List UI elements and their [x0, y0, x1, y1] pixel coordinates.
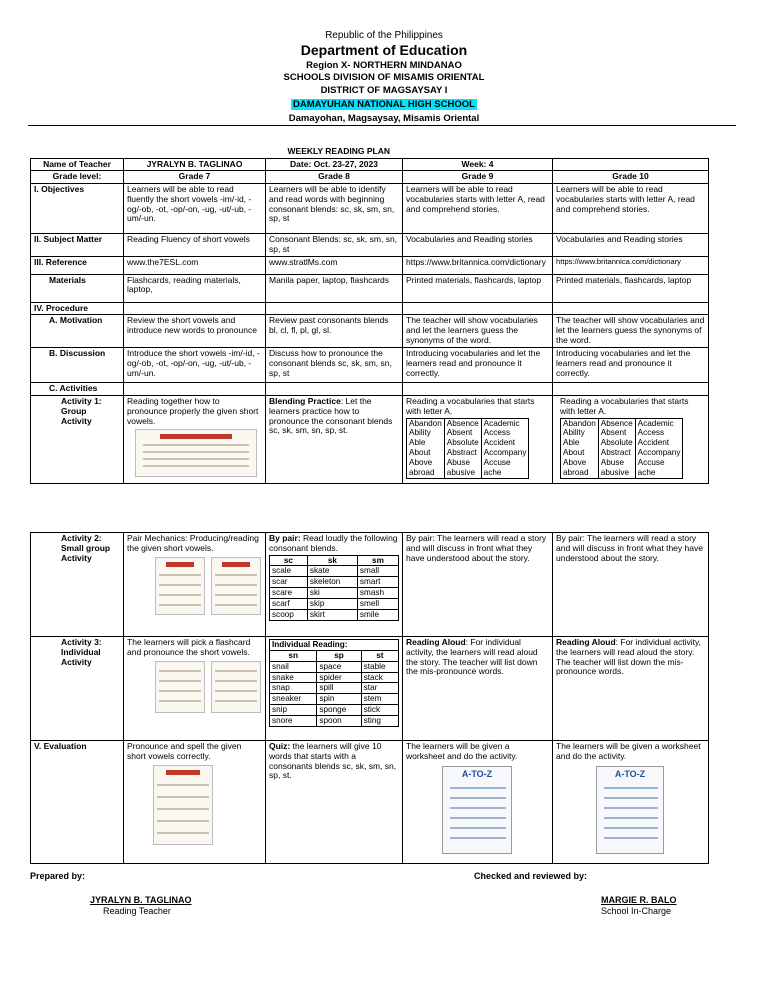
division-line: SCHOOLS DIVISION OF MISAMIS ORIENTAL — [283, 72, 485, 83]
chart-line — [143, 451, 249, 453]
chart-line — [143, 458, 249, 460]
evaluation-g8 — [266, 741, 403, 864]
date-cell: Date: Oct. 23-27, 2023 — [266, 158, 403, 171]
individual-reading-head-cell: sp — [317, 650, 361, 661]
card-line — [215, 700, 257, 702]
objectives-g8: Learners will be able to identify and read words with beginning consonant blends: sc, sk, sm, sn, sp, st — [266, 184, 403, 234]
blank-cell — [124, 302, 266, 315]
evaluation-row — [31, 741, 709, 864]
discussion-row — [31, 348, 709, 383]
card-header-bar — [166, 562, 195, 567]
subject-row — [31, 234, 709, 257]
individual-reading-cell: spider — [317, 672, 361, 683]
reading-plan-table-page1 — [30, 146, 709, 484]
individual-reading-cell: sting — [361, 715, 398, 726]
blank-cell — [266, 383, 403, 396]
plan-title: WEEKLY READING PLAN — [287, 146, 390, 156]
evaluation-g8-bold: Quiz: — [269, 741, 291, 751]
card-line — [215, 574, 257, 576]
individual-reading-head-cell: sn — [270, 650, 317, 661]
grade-9-header: Grade 9 — [403, 171, 553, 184]
reviewer-name: MARGIE R. BALO — [601, 895, 677, 905]
vocab-g9-cell: Above — [407, 458, 445, 468]
blend-row — [270, 609, 399, 620]
activity3-g8 — [266, 637, 403, 741]
activity1-g8-text: : Let the learners practice how to pronounce the consonant blends sc, sk, sm, sn, sp, st. — [269, 396, 393, 436]
individual-reading-cell: stem — [361, 694, 398, 705]
activity3-row — [31, 637, 709, 741]
activity2-g7 — [124, 533, 266, 637]
objectives-row — [31, 184, 709, 234]
activity3-label-line1: Activity 3: — [61, 637, 102, 647]
vocab-g9-cell: Ability — [407, 428, 445, 438]
republic-line: Republic of the Philippines — [325, 30, 443, 41]
objectives-g9: Learners will be able to read vocabularies starts with letter A, read and comprehend stories. — [403, 184, 553, 234]
individual-reading-head-cell: st — [361, 650, 398, 661]
blend-cell: scoop — [270, 609, 308, 620]
vocab-g9-cell: Absence — [444, 418, 481, 428]
chart-line — [157, 784, 208, 786]
individual-reading-cell: snore — [270, 715, 317, 726]
blank-cell — [266, 302, 403, 315]
vocab-g10-cell: Abstract — [598, 448, 635, 458]
vocab-g10-cell: Ability — [561, 428, 599, 438]
activity2-g8-text — [269, 534, 399, 554]
individual-reading-cell: star — [361, 683, 398, 694]
activity1-label — [31, 396, 124, 484]
card-line — [159, 680, 201, 682]
card-line — [159, 604, 201, 606]
vocab-table-g9 — [406, 418, 529, 479]
discussion-g7: Introduce the short vowels -im/-id, -og/-ob, -ot, -op/-on, -ug, -ut/-ub, -um/-un. — [124, 348, 266, 383]
individual-reading-title: Individual Reading: — [270, 640, 399, 651]
vocab-g9-cell: ache — [483, 467, 502, 477]
worksheet-line — [450, 837, 506, 839]
short-vowel-chart-image — [135, 429, 257, 477]
vocab-g10-cell: Absolute — [598, 438, 635, 448]
vocab-g9-cell: Able — [407, 438, 445, 448]
reference-row — [31, 256, 709, 274]
subject-g9: Vocabularies and Reading stories — [403, 234, 553, 257]
vocab-g9-cell: abusive — [444, 468, 481, 478]
materials-g10: Printed materials, flashcards, laptop — [553, 274, 709, 302]
activity2-g9: By pair: The learners will read a story and will discuss in front what they have understood about the story. — [403, 533, 553, 637]
card-line — [215, 594, 257, 596]
card-line — [159, 584, 201, 586]
vocab-g9-row — [407, 468, 529, 478]
vocab-g9-cell: Academic — [483, 418, 520, 428]
individual-reading-head-row — [270, 650, 399, 661]
activity1-label-line2: Group — [61, 405, 87, 416]
vocab-g9-row — [407, 448, 529, 458]
vocab-g10-cell: Accident — [637, 438, 670, 448]
blend-cell: smell — [357, 598, 398, 609]
vocab-g9-cell: Accompany — [483, 448, 527, 458]
school-name-highlight: DAMAYUHAN NATIONAL HIGH SCHOOL — [293, 99, 475, 110]
vocab-g10-cell: Abuse — [598, 458, 635, 468]
individual-reading-row — [270, 694, 399, 705]
worksheet-line — [450, 817, 506, 819]
vocab-table-g10 — [560, 418, 683, 479]
individual-reading-row — [270, 672, 399, 683]
vocab-g10-cell: Absent — [598, 428, 635, 438]
evaluation-g10 — [553, 741, 709, 864]
table-row — [31, 146, 709, 158]
worksheet-line — [604, 797, 658, 799]
activities-label: C. Activities — [31, 383, 124, 396]
blank-cell — [403, 383, 553, 396]
individual-reading-title-row — [270, 640, 399, 651]
vocab-g9-cell: Access — [483, 428, 511, 438]
blend-cell: ski — [307, 588, 357, 599]
blend-head-cell: sk — [307, 555, 357, 566]
teacher-name: JYRALYN B. TAGLINAO — [124, 158, 266, 171]
vocab-g9-cell: Absent — [444, 428, 481, 438]
blank-cell — [31, 146, 124, 158]
chart-line — [143, 465, 249, 467]
worksheet-line — [604, 787, 658, 789]
activity2-row — [31, 533, 709, 637]
blank-cell — [403, 302, 553, 315]
individual-reading-row — [270, 661, 399, 672]
card-line — [215, 584, 257, 586]
activity3-g10-text: : For individual activity, the learners will read aloud the story. The teacher will list down the mis-pronounce words. — [556, 637, 702, 677]
blend-head-cell: sm — [357, 555, 398, 566]
individual-reading-table — [269, 639, 399, 727]
subject-g10: Vocabularies and Reading stories — [553, 234, 709, 257]
a-to-z-worksheet-image — [442, 766, 512, 854]
reference-g10[interactable]: https://www.britannica.com/dictionary — [553, 256, 709, 274]
materials-g8: Manila paper, laptop, flashcards — [266, 274, 403, 302]
vocab-g10-cell: About — [561, 448, 599, 458]
motivation-g8: Review past consonants blends bl, cl, fl, pl, gl, sl. — [266, 315, 403, 348]
vocab-g9-cell: Abstract — [444, 448, 481, 458]
activity2-label — [31, 533, 124, 637]
evaluation-label: V. Evaluation — [31, 741, 124, 864]
individual-reading-cell: sponge — [317, 705, 361, 716]
vocab-g9-cell: Abuse — [444, 458, 481, 468]
vocab-g9-cell: About — [407, 448, 445, 458]
blend-row — [270, 588, 399, 599]
chart-line — [157, 820, 208, 822]
activity2-g8-bold: By pair: — [269, 533, 301, 543]
discussion-g10: Introducing vocabularies and let the learners read and pronounce it correctly. — [553, 348, 709, 383]
activity1-g7-text: Reading together how to pronounce properly the given short vowels. — [127, 396, 259, 426]
discussion-label: B. Discussion — [31, 348, 124, 383]
subject-g8: Consonant Blends: sc, sk, sm, sn, sp, st — [266, 234, 403, 257]
activity3-g7 — [124, 637, 266, 741]
evaluation-g10-text: The learners will be given a worksheet and do the activity. — [556, 741, 701, 761]
vocab-g10-cell: Absence — [598, 418, 635, 428]
motivation-label: A. Motivation — [31, 315, 124, 348]
activity1-g7 — [124, 396, 266, 484]
activity3-g9-bold: Reading Aloud — [406, 637, 466, 647]
blank-cell — [124, 146, 266, 158]
blend-row — [270, 566, 399, 577]
district-line: DISTRICT OF MAGSAYSAY I — [320, 85, 448, 96]
flashcard-images — [155, 658, 262, 713]
vowel-flashcard-image — [155, 661, 205, 713]
vocab-g9-cell: Accuse — [483, 458, 511, 467]
header-divider — [28, 125, 736, 126]
blend-cell: small — [357, 566, 398, 577]
preparer-name: JYRALYN B. TAGLINAO — [90, 895, 192, 905]
evaluation-g7 — [124, 741, 266, 864]
worksheet-line — [450, 797, 506, 799]
procedure-row — [31, 302, 709, 315]
grade-level-label: Grade level: — [31, 171, 124, 184]
reference-g8[interactable]: www.stratlMs.com — [266, 256, 403, 274]
vowel-flashcard-image — [211, 661, 261, 713]
activity1-g9-text: Reading a vocabularies that starts with letter A. — [406, 396, 535, 416]
individual-reading-cell: spill — [317, 683, 361, 694]
blend-cell: scare — [270, 588, 308, 599]
evaluation-g7-text: Pronounce and spell the given short vowels correctly. — [127, 741, 242, 761]
activity3-g7-text: The learners will pick a flashcard and pronounce the short vowels. — [127, 637, 251, 657]
evaluation-g9-text: The learners will be given a worksheet and do the activity. — [406, 741, 518, 761]
blends-table-sc-sk-sm — [269, 555, 399, 621]
motivation-row — [31, 315, 709, 348]
individual-reading-cell: snail — [270, 661, 317, 672]
activity3-label — [31, 637, 124, 741]
activity1-label-line3: Activity — [61, 415, 92, 426]
prepared-by-label: Prepared by: — [30, 871, 86, 881]
procedure-label: IV. Procedure — [31, 302, 124, 315]
evaluation-g9 — [403, 741, 553, 864]
activity2-g8-rest: Read loudly the following consonant blends. — [269, 533, 398, 553]
a-to-z-worksheet-image — [596, 766, 664, 854]
discussion-g9: Introducing vocabularies and let the learners read and pronounce it correctly. — [403, 348, 553, 383]
school-name — [0, 99, 768, 110]
individual-reading-cell: spoon — [317, 715, 361, 726]
blend-row — [270, 598, 399, 609]
individual-reading-row — [270, 683, 399, 694]
table-row — [31, 158, 709, 171]
school-address: Damayohan, Magsaysay, Misamis Oriental — [288, 113, 480, 124]
blend-cell: scar — [270, 577, 308, 588]
region-line: Region X- NORTHERN MINDANAO — [306, 60, 462, 71]
name-label: Name of Teacher — [31, 158, 124, 171]
blend-cell: scarf — [270, 598, 308, 609]
vocab-g10-cell: Abandon — [561, 418, 599, 428]
reading-plan-table-page2 — [30, 532, 709, 864]
grade-7-header: Grade 7 — [124, 171, 266, 184]
table-row — [31, 171, 709, 184]
activity2-g10: By pair: The learners will read a story and will discuss in front what they have understood about the story. — [553, 533, 709, 637]
vocab-g9-row — [407, 438, 529, 448]
checked-by-label: Checked and reviewed by: — [474, 871, 588, 881]
vocab-g10-row — [561, 458, 683, 468]
activity1-label-line1: Activity 1: — [61, 396, 102, 407]
activity3-g9-text: : For individual activity, the learners will read aloud the story. The teacher will list down the mis-pronounce words. — [406, 637, 538, 677]
objectives-g7: Learners will be able to read fluently the short vowels -im/-id, -og/-ob, -ot, -op/-on, -ug, -ut/-ub, -um/-un. — [124, 184, 266, 234]
evaluation-g8-text: the learners will give 10 words that starts with a consonants blends sc, sk, sm, sn, sp, st. — [269, 741, 397, 781]
vowel-flashcard-image — [211, 557, 261, 615]
blank-cell — [553, 302, 709, 315]
blank-cell — [553, 158, 709, 171]
materials-g9: Printed materials, flashcards, laptop — [403, 274, 553, 302]
vocab-g10-cell: abusive — [598, 468, 635, 478]
week-cell: Week: 4 — [403, 158, 553, 171]
vocab-g10-row — [561, 448, 683, 458]
worksheet-line — [604, 817, 658, 819]
materials-label: Materials — [31, 274, 124, 302]
reference-g9[interactable]: https://www.britannica.com/dictionary — [403, 256, 553, 274]
materials-g7: Flashcards, reading materials, laptop, — [124, 274, 266, 302]
activity2-g8 — [266, 533, 403, 637]
objectives-label: I. Objectives — [31, 184, 124, 234]
activity3-g9 — [403, 637, 553, 741]
card-line — [159, 700, 201, 702]
vocab-g10-row — [561, 418, 683, 428]
individual-reading-cell: snap — [270, 683, 317, 694]
blank-cell — [124, 383, 266, 396]
grade-10-header: Grade 10 — [553, 171, 709, 184]
vocab-g10-cell: Above — [561, 458, 599, 468]
flashcard-images — [155, 554, 262, 615]
individual-reading-row — [270, 705, 399, 716]
vocab-g9-row — [407, 428, 529, 438]
subject-label: II. Subject Matter — [31, 234, 124, 257]
preparer-title: Reading Teacher — [103, 906, 171, 916]
blend-cell: skirt — [307, 609, 357, 620]
materials-row — [31, 274, 709, 302]
individual-reading-cell: snake — [270, 672, 317, 683]
activity3-g10-bold: Reading Aloud — [556, 637, 616, 647]
vocab-g10-row — [561, 438, 683, 448]
worksheet-title: A-TO-Z — [461, 768, 493, 779]
vocab-g10-cell: Accompany — [637, 448, 681, 458]
activity2-g7-text: Pair Mechanics: Producing/reading the given short vowels. — [127, 533, 259, 553]
worksheet-line — [604, 807, 658, 809]
objectives-g10: Learners will be able to read vocabularies starts with letter A, read and comprehend stories. — [553, 184, 709, 234]
subject-g7: Reading Fluency of short vowels — [124, 234, 266, 257]
vocab-g10-cell: abroad — [561, 468, 599, 478]
motivation-g9: The teacher will show vocabularies and let the learners guess the synonyms of the word. — [403, 315, 553, 348]
chart-header-bar — [166, 770, 201, 775]
reference-g7[interactable]: www.the7ESL.com — [124, 256, 266, 274]
individual-reading-cell: space — [317, 661, 361, 672]
vocab-g10-cell: Accuse — [637, 458, 665, 467]
chart-line — [157, 796, 208, 798]
chart-header-bar — [160, 434, 232, 439]
activity2-label-line2: Small group — [61, 542, 111, 553]
activity2-label-line1: Activity 2: — [61, 533, 102, 543]
individual-reading-row — [270, 715, 399, 726]
card-line — [215, 680, 257, 682]
chart-line — [157, 808, 208, 810]
activity1-g9 — [403, 396, 553, 484]
activity1-g8-bold: Blending Practice — [269, 396, 341, 407]
grade-8-header: Grade 8 — [266, 171, 403, 184]
activities-row — [31, 383, 709, 396]
discussion-g8: Discuss how to pronounce the consonant blends sc, sk, sm, sn, sp, st — [266, 348, 403, 383]
activity3-label-line2: Individual — [61, 646, 101, 657]
activity1-g8 — [266, 396, 403, 484]
vocab-g9-cell: Abandon — [407, 418, 445, 428]
individual-reading-cell: sneaker — [270, 694, 317, 705]
card-line — [215, 604, 257, 606]
blend-cell: smart — [357, 577, 398, 588]
activity1-row — [31, 396, 709, 484]
vocab-g10-cell: Able — [561, 438, 599, 448]
vocab-g9-cell: abroad — [407, 468, 445, 478]
worksheet-title: A-TO-Z — [614, 768, 646, 779]
ut-ub-chart-image — [153, 765, 213, 845]
blank-cell — [553, 383, 709, 396]
blend-row — [270, 577, 399, 588]
individual-reading-cell: stick — [361, 705, 398, 716]
activity1-g10-text: Reading a vocabularies that starts with letter A. — [560, 396, 689, 416]
individual-reading-cell: stable — [361, 661, 398, 672]
card-line — [215, 690, 257, 692]
card-line — [159, 594, 201, 596]
reference-label: III. Reference — [31, 256, 124, 274]
individual-reading-cell: spin — [317, 694, 361, 705]
vocab-g10-cell: Academic — [637, 418, 674, 428]
vocab-g10-cell: Access — [637, 428, 665, 438]
activity3-g10 — [553, 637, 709, 741]
chart-line — [143, 444, 249, 446]
individual-reading-cell: snip — [270, 705, 317, 716]
worksheet-line — [450, 787, 506, 789]
worksheet-line — [604, 837, 658, 839]
vowel-flashcard-image — [155, 557, 205, 615]
card-line — [215, 670, 257, 672]
motivation-g10: The teacher will show vocabularies and let the learners guess the synonyms of the word. — [553, 315, 709, 348]
vocab-g10-cell: ache — [637, 467, 656, 477]
vocab-g9-row — [407, 458, 529, 468]
card-line — [159, 574, 201, 576]
blend-head-row — [270, 555, 399, 566]
activity2-label-line3: Activity — [61, 552, 92, 563]
worksheet-line — [604, 827, 658, 829]
blend-cell: skeleton — [307, 577, 357, 588]
vocab-g9-row — [407, 418, 529, 428]
card-header-bar — [222, 562, 251, 567]
department-title: Department of Education — [300, 42, 468, 58]
card-line — [159, 690, 201, 692]
vocab-g9-cell: Absolute — [444, 438, 481, 448]
blend-head-cell: sc — [270, 555, 308, 566]
blend-cell: skate — [307, 566, 357, 577]
blend-cell: smile — [357, 609, 398, 620]
reviewer-title: School In-Charge — [601, 906, 672, 916]
chart-line — [157, 832, 208, 834]
vocab-g9-cell: Accident — [483, 438, 516, 448]
card-line — [159, 670, 201, 672]
vocab-g10-row — [561, 428, 683, 438]
vocab-g10-row — [561, 468, 683, 478]
worksheet-line — [450, 807, 506, 809]
blend-cell: scale — [270, 566, 308, 577]
worksheet-line — [450, 827, 506, 829]
blend-cell: smash — [357, 588, 398, 599]
blend-cell: skip — [307, 598, 357, 609]
activity3-label-line3: Activity — [61, 656, 92, 667]
individual-reading-cell: stack — [361, 672, 398, 683]
motivation-g7: Review the short vowels and introduce new words to pronounce — [124, 315, 266, 348]
activity1-g10 — [553, 396, 709, 484]
